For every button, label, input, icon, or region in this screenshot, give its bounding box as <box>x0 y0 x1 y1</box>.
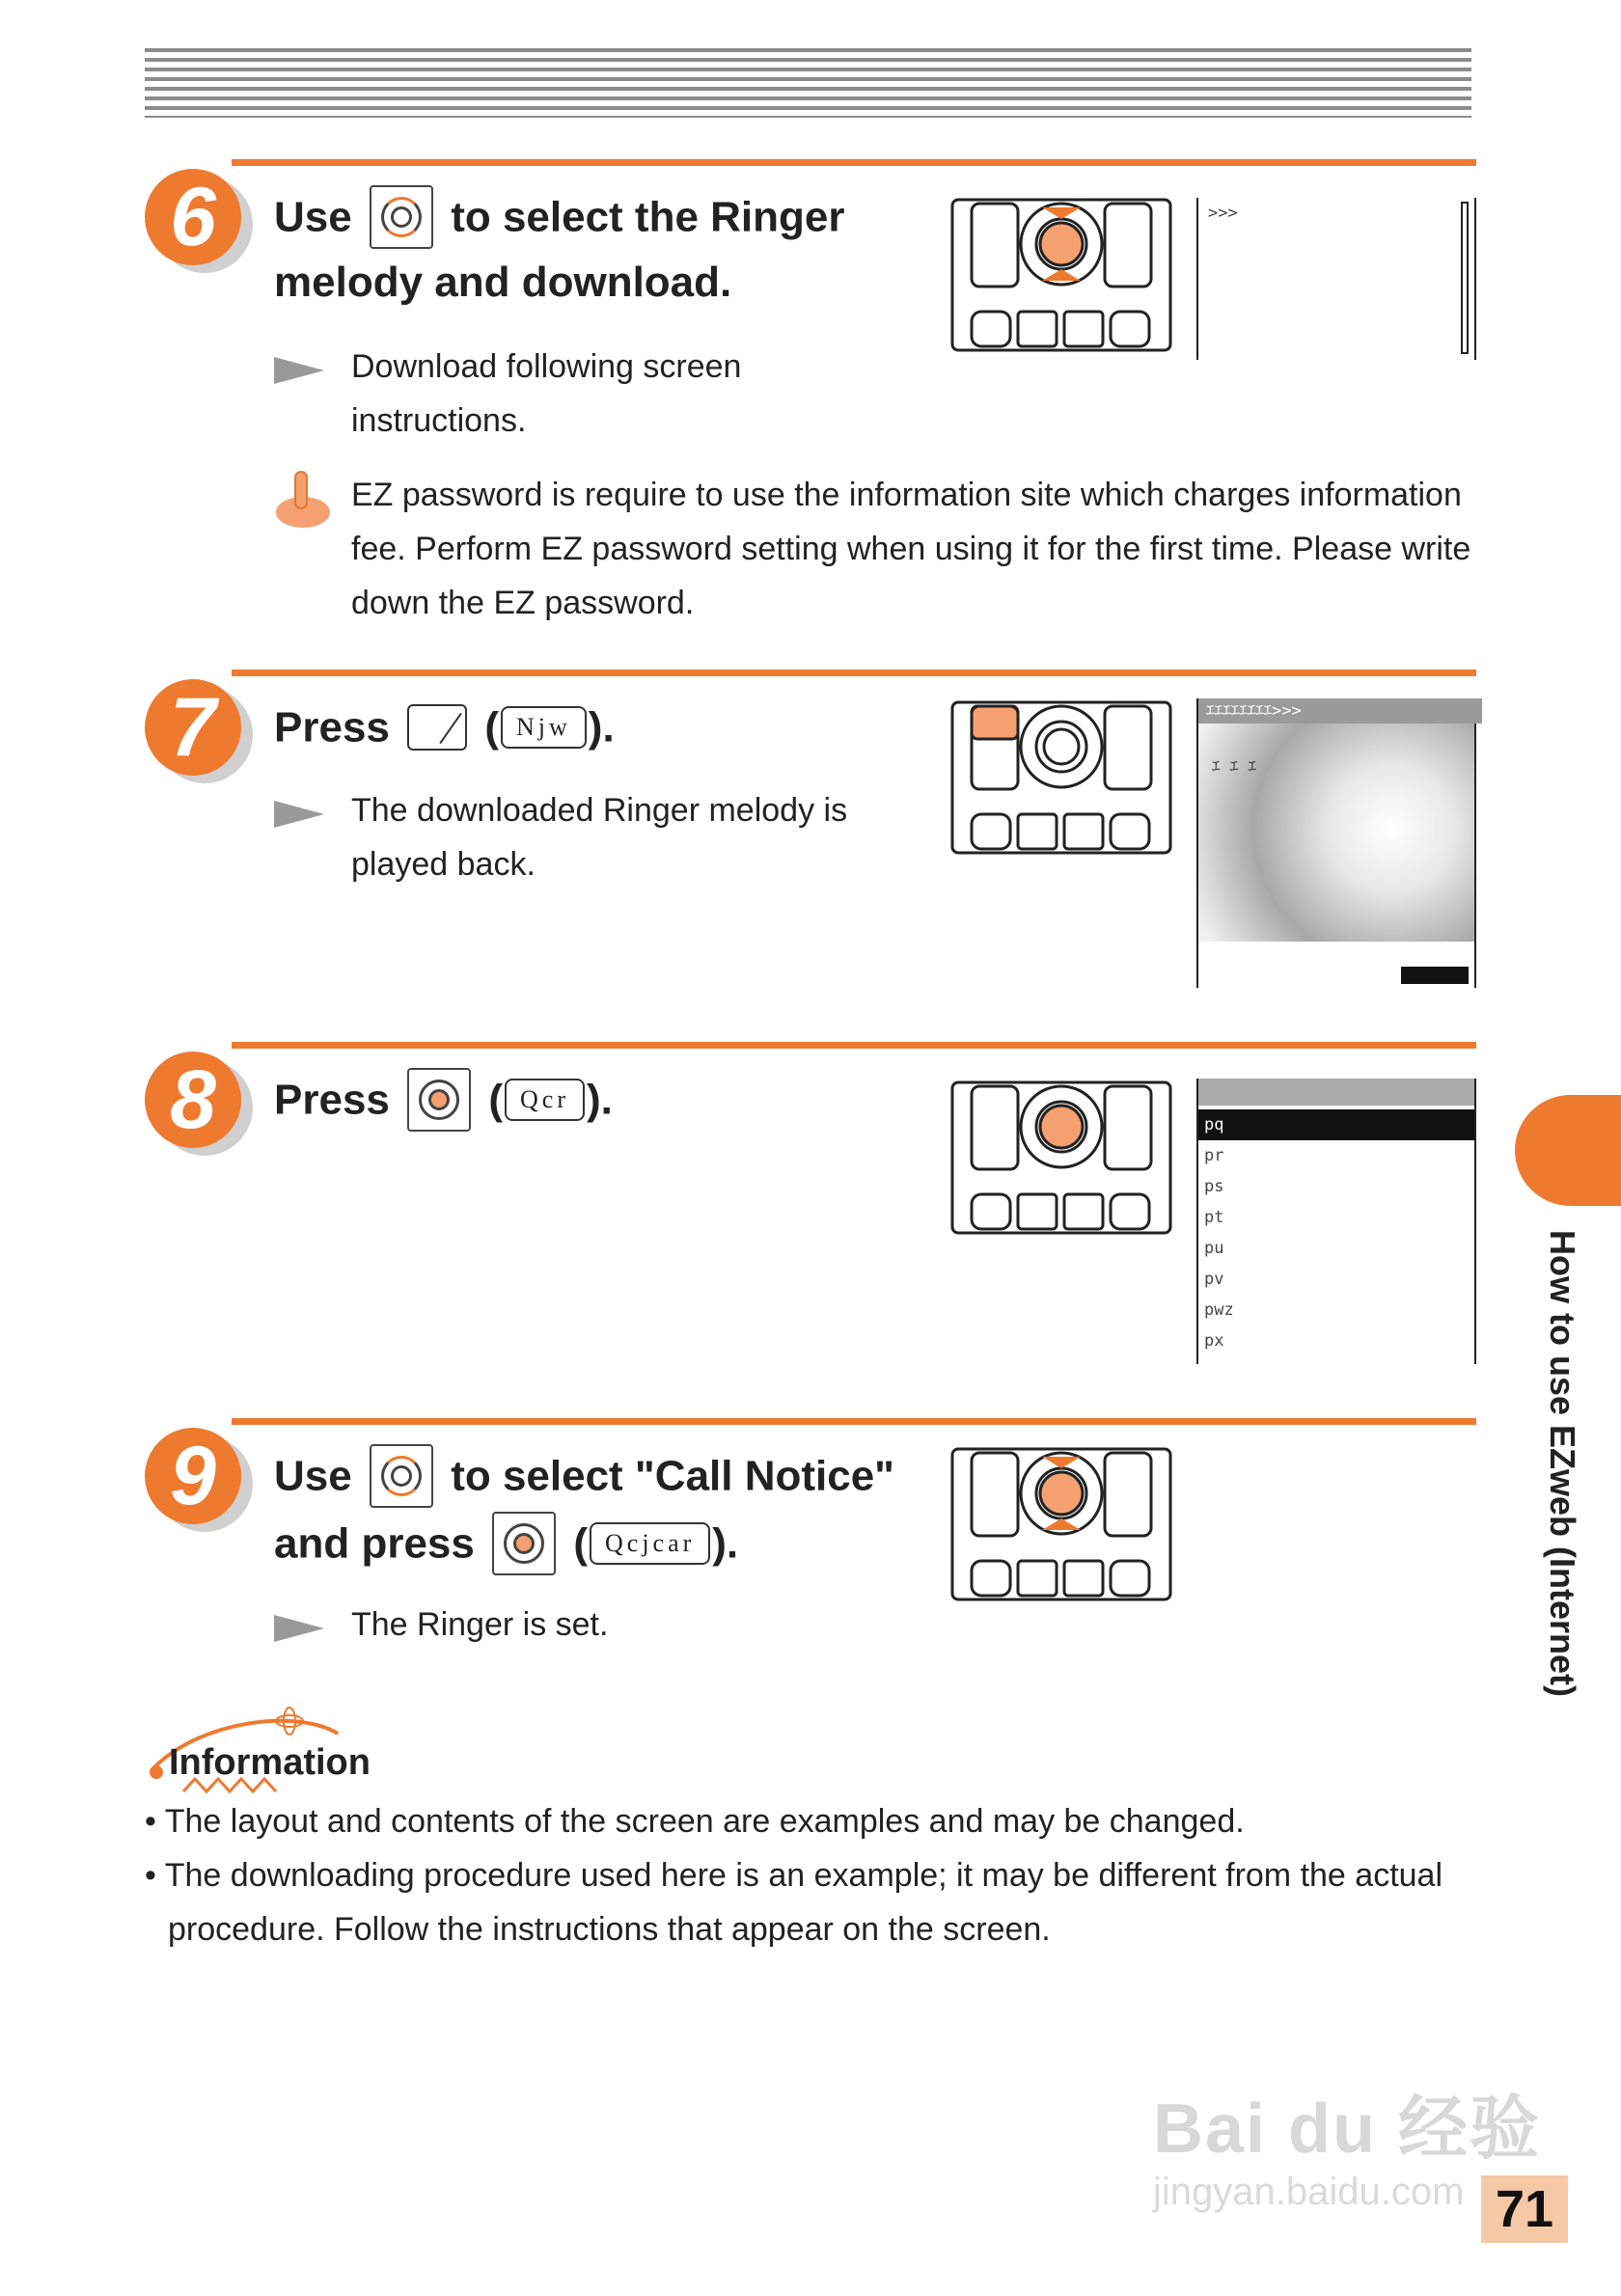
softkey-label: Qcjcar <box>590 1522 710 1565</box>
section-title: How to use EZweb (Internet) <box>1543 1230 1582 1698</box>
softkey-label: Qcr <box>505 1079 585 1121</box>
phone-screen <box>1196 198 1476 360</box>
phone-keypad-diagram <box>950 198 1172 352</box>
step-rule <box>232 159 1476 166</box>
navigation-key-icon <box>370 1444 433 1508</box>
step-bullet: Download following screen instructions. <box>274 340 853 448</box>
information-list <box>145 1794 1476 1956</box>
step-note: EZ password is require to use the information site which charges information fee. Perform EZ password setting when using it for the first time. Please write down the EZ password. <box>274 468 1480 630</box>
step-title: Use to select "Call Notice" <box>274 1442 894 1508</box>
pointing-hand-icon <box>274 468 332 530</box>
list-item: pq <box>1198 1109 1474 1140</box>
center-key-icon <box>407 1068 471 1132</box>
step-title-line2: melody and download. <box>274 259 732 306</box>
phone-screen <box>1196 1079 1476 1364</box>
footer-highlight <box>1401 967 1469 984</box>
list-item: ps <box>1204 1177 1224 1196</box>
phone-keypad-diagram <box>950 1447 1172 1601</box>
arrow-icon <box>274 801 324 828</box>
navigation-key-icon <box>370 185 433 249</box>
step-title-line2: and press ( Qcjcar ). <box>274 1510 738 1575</box>
phone-screen <box>1196 698 1476 988</box>
screen-list <box>1198 1109 1474 1356</box>
screen-header <box>1198 1079 1474 1106</box>
step-rule <box>232 1418 1476 1425</box>
scrollbar <box>1461 202 1469 354</box>
step-bullet: The Ringer is set. <box>274 1598 853 1652</box>
step-number: 7 <box>145 679 241 776</box>
screen-text: >>> <box>1208 204 1238 223</box>
list-item: • The layout and contents of the screen are examples and may be changed. <box>145 1803 1245 1840</box>
arrow-icon <box>274 357 324 384</box>
phone-keypad-diagram <box>950 1080 1172 1235</box>
step-number: 9 <box>145 1428 241 1524</box>
step-number: 6 <box>145 169 241 265</box>
list-item: pwz <box>1204 1300 1234 1320</box>
information-heading: Information <box>169 1742 371 1783</box>
watermark-url: jingyan.baidu.com <box>1153 2171 1465 2213</box>
list-item: pt <box>1204 1208 1224 1227</box>
list-item: px <box>1204 1331 1224 1351</box>
softkey-label: Njw <box>501 706 587 749</box>
step-rule <box>232 670 1476 676</box>
arrow-icon <box>274 1615 324 1642</box>
list-item: pr <box>1204 1146 1224 1165</box>
step-bullet: The downloaded Ringer melody is played back. <box>274 783 853 891</box>
header-rule-lines <box>145 48 1471 118</box>
list-item: • The downloading procedure used here is an example; it may be different from the actual procedure. Follow the instructions that appear on the screen. <box>145 1857 1443 1948</box>
step-number: 8 <box>145 1052 241 1148</box>
phone-keypad-diagram <box>950 700 1172 855</box>
list-item: pv <box>1204 1270 1224 1289</box>
screen-text: ｴ ｴ ｴ <box>1212 757 1256 777</box>
center-key-icon <box>492 1512 556 1575</box>
list-item: pu <box>1204 1239 1224 1258</box>
soft-key-icon <box>407 704 467 751</box>
step-rule <box>232 1042 1476 1049</box>
page-number: 71 <box>1481 2175 1568 2243</box>
step-title: Use to select the Ringer <box>274 183 845 249</box>
step-title: Press ( Qcr ). <box>274 1066 613 1132</box>
section-tab <box>1515 1095 1621 1206</box>
screen-header: ｴｴｴｴｴｴｴｴ>>> <box>1198 698 1482 724</box>
watermark-brand: Bai du 经验 <box>1153 2091 1542 2168</box>
screen-footer <box>1198 942 1474 988</box>
step-title: Press ( Njw ). <box>274 703 615 752</box>
